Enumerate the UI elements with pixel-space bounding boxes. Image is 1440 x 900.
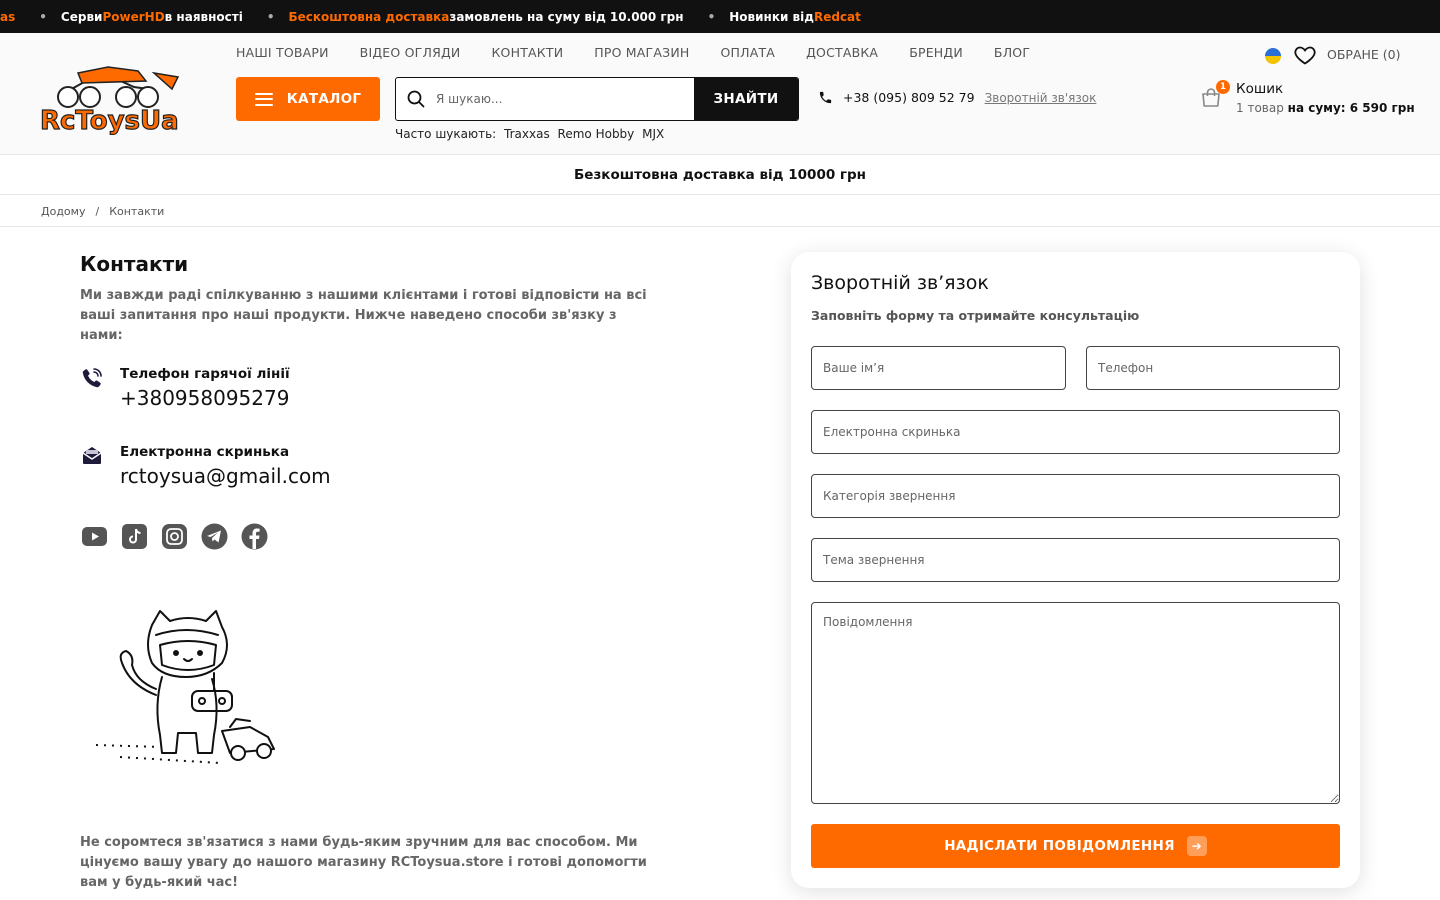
email-field[interactable] — [811, 410, 1340, 454]
logo-text: RcToysUa — [40, 106, 179, 135]
ticker-fragment: as — [0, 9, 16, 24]
tiktok-icon[interactable] — [121, 523, 148, 550]
header-phone — [818, 90, 1096, 105]
telegram-icon[interactable] — [201, 523, 228, 550]
name-field[interactable] — [811, 346, 1066, 390]
popular-search-link[interactable]: Traxxas — [504, 127, 550, 141]
search-button[interactable]: ЗНАЙТИ — [694, 78, 798, 120]
search-icon — [396, 78, 436, 120]
ukraine-flag-icon[interactable] — [1265, 48, 1281, 64]
contacts-outro: Не соромтеся зв'язатися з нами будь-яким зручним для вас способом. Ми цінуємо вашу увагу до нашого магазину RCToysua.store і готові допомогти вам у будь-який час! — [80, 835, 647, 890]
ticker-item: • Бескоштовна доставка замовлень на суму від 10.000 грн — [266, 9, 684, 24]
email-label: Електронна скринька — [120, 444, 290, 460]
cart-title[interactable]: Кошик — [1236, 81, 1284, 97]
nav-blog[interactable]: БЛОГ — [993, 45, 1031, 60]
arrow-right-icon: ➔ — [1187, 836, 1207, 856]
ticker-item: • Серви PowerHD в наявності — [39, 9, 243, 24]
popular-search-link[interactable]: Remo Hobby — [557, 127, 635, 141]
cart-count-badge: 1 — [1216, 80, 1230, 94]
favorites-link[interactable]: ОБРАНЕ (0) — [1327, 47, 1401, 62]
phone-ringing-icon — [80, 366, 104, 390]
feedback-form-card — [791, 252, 1360, 888]
hotline-label: Телефон гарячої лінії — [120, 366, 290, 382]
popular-search-link[interactable]: MJX — [642, 127, 665, 141]
category-field[interactable] — [811, 474, 1340, 518]
nav-delivery[interactable]: ДОСТАВКА — [806, 45, 879, 60]
facebook-icon[interactable] — [241, 523, 268, 550]
youtube-icon[interactable] — [81, 523, 108, 550]
search-input[interactable] — [436, 78, 694, 120]
email-icon — [80, 444, 104, 468]
ticker-item: • Новинки від Redcat — [707, 9, 861, 24]
nav-contacts[interactable]: КОНТАКТИ — [491, 45, 564, 60]
message-field[interactable] — [811, 602, 1340, 804]
nav-video-reviews[interactable]: ВІДЕО ОГЛЯДИ — [359, 45, 461, 60]
submit-label: НАДІСЛАТИ ПОВІДОМЛЕННЯ — [944, 838, 1175, 854]
page-title: Контакти — [80, 252, 189, 276]
phone-field[interactable] — [1086, 346, 1340, 390]
email-address[interactable]: rctoysua@gmail.com — [120, 464, 331, 488]
search-bar — [395, 77, 799, 121]
nav-payment[interactable]: ОПЛАТА — [720, 45, 776, 60]
form-title: Зворотній зв’язок — [811, 272, 989, 294]
menu-icon — [255, 93, 273, 106]
instagram-icon[interactable] — [161, 523, 188, 550]
hotline-number[interactable]: +380958095279 — [120, 386, 290, 410]
free-delivery-banner: Безкоштовна доставка від 10000 грн — [0, 155, 1440, 195]
hotline-contact — [80, 366, 290, 410]
phone-number[interactable]: +38 (095) 809 52 79 — [843, 90, 975, 105]
breadcrumb: Додому / Контакти — [0, 196, 1440, 227]
phone-icon — [818, 90, 833, 105]
submit-message-button[interactable] — [811, 824, 1340, 868]
announcement-ticker — [0, 0, 1440, 33]
heart-icon[interactable] — [1293, 43, 1317, 67]
nav-brands[interactable]: БРЕНДИ — [909, 45, 963, 60]
site-header — [0, 33, 1440, 155]
catalog-label: КАТАЛОГ — [286, 91, 362, 107]
breadcrumb-current: Контакти — [109, 204, 165, 218]
social-links — [81, 523, 268, 550]
callback-link[interactable]: Зворотній зв'язок — [984, 90, 1097, 105]
breadcrumb-home[interactable]: Додому — [41, 204, 86, 218]
catalog-button[interactable] — [236, 77, 380, 121]
main-nav — [236, 45, 1061, 60]
cat-rc-car-illustration — [90, 605, 290, 775]
nav-our-products[interactable]: НАШІ ТОВАРИ — [236, 45, 329, 60]
nav-about-store[interactable]: ПРО МАГАЗИН — [594, 45, 690, 60]
form-subtitle: Заповніть форму та отримайте консультацію — [811, 308, 1140, 323]
topic-field[interactable] — [811, 538, 1340, 582]
rctoysua-logo[interactable] — [38, 59, 184, 135]
popular-searches: Часто шукають: Traxxas Remo Hobby MJX — [395, 127, 665, 141]
contacts-intro: Ми завжди раді спілкуванню з нашими клієнтами і готові відповісти на всі ваші запитання про наші продукти. Нижче наведено способи зв'язку з нами: — [80, 288, 647, 343]
cart-summary: 1 товар на суму: 6 590 грн — [1236, 101, 1415, 115]
email-contact — [80, 444, 331, 488]
